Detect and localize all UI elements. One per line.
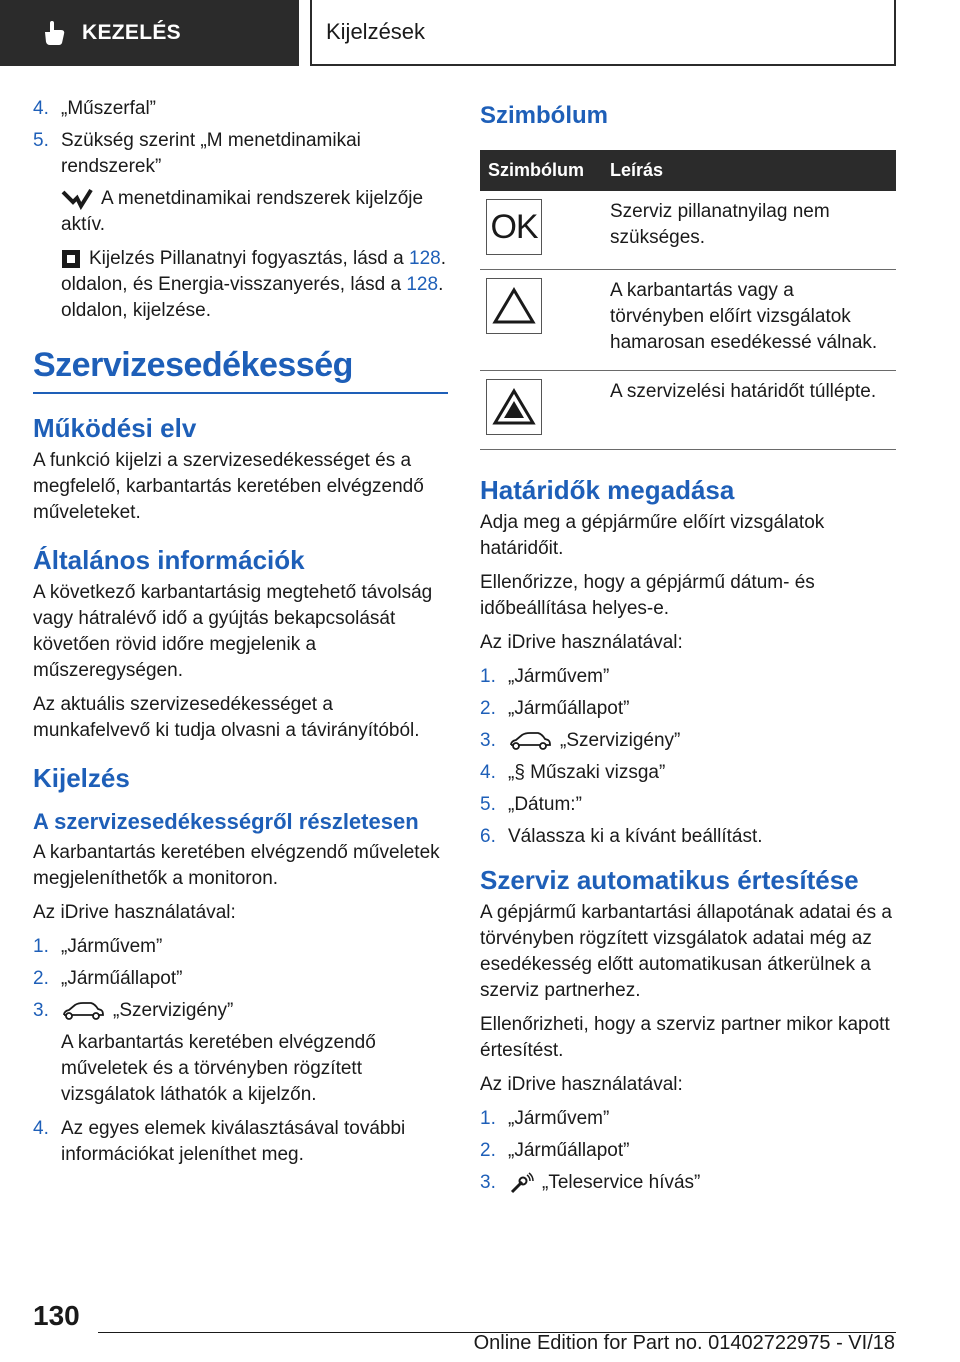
left-column [33, 96, 448, 1174]
page-header [0, 0, 960, 66]
heading-general: Általános információk [33, 545, 305, 575]
section-tab[interactable] [310, 0, 896, 66]
top-list [33, 96, 448, 180]
heading-auto-notify: Szerviz automatikus értesítése [480, 865, 859, 895]
table-row: OK Szerviz pillanatnyilag nem szükséges. [480, 191, 896, 270]
list-item: 1. „Járművem” [480, 666, 610, 687]
dyn-note: A menetdinamikai rendszerek kijelzője aktív. [61, 188, 424, 235]
page-footer [0, 1290, 960, 1362]
paragraph: Az iDrive használatával: [33, 902, 236, 923]
detail-list-cont [33, 1116, 448, 1168]
deadline-list [480, 664, 896, 850]
table-row: A szervizelési határidőt túllépte. [480, 371, 896, 450]
square-icon [61, 249, 81, 269]
paragraph: A következő karbantartásig megtehető távolság vagy hátralévő idő a gyújtás bekapcsolását követően rövid időre megjelenik a műszeregységen. [33, 582, 433, 681]
car-icon [508, 730, 552, 752]
wrench-call-icon [508, 1172, 534, 1194]
heading-detail: A szervizesedékességről részletesen [33, 809, 419, 834]
list-item: 4. Az egyes elemek kiválasztásával további információkat jeleníthet meg. [33, 1118, 406, 1165]
car-icon [61, 1000, 105, 1022]
paragraph: Ellenőrizheti, hogy a szerviz partner mikor kapott értesítést. [480, 1014, 890, 1061]
list-item: 2. „Járműállapot” [33, 968, 183, 989]
paragraph: Az iDrive használatával: [480, 1074, 683, 1095]
right-column [480, 96, 896, 1202]
list-item: 4. „Műszerfal” [33, 98, 157, 119]
consumption-note: Kijelzés Pillanatnyi fogyasztás, lásd a 128. oldalon, és Energia-visszanyerés, lásd a 128. oldalon, kijelzése. [61, 248, 446, 321]
detail-sub: A karbantartás keretében elvégzendő műveletek és a törvényben rögzített vizsgálatok láthatók a kijelzőn. [61, 1032, 376, 1105]
ok-icon: OK [486, 199, 542, 255]
paragraph: A karbantartás keretében elvégzendő műveletek megjeleníthetők a monitoron. [33, 842, 440, 889]
paragraph: Az aktuális szervizesedékességet a munkafelvevő ki tudja olvasni a távirányítóból. [33, 694, 420, 741]
driving-dynamics-icon [61, 188, 93, 210]
list-item: 3. „Szervizigény” [33, 1000, 234, 1021]
heading-symbol: Szimbólum [480, 102, 609, 129]
table-header: Szimbólum [480, 150, 602, 191]
heading-display: Kijelzés [33, 763, 130, 793]
edition-note: Online Edition for Part no. 01402722975 - VI/18 [473, 1332, 895, 1354]
page-link[interactable]: 128 [406, 274, 439, 295]
page-number: 130 [33, 1300, 80, 1331]
paragraph: A gépjármű karbantartási állapotának adatai és a törvényben rögzített vizsgálatok adatai még az esedékesség előtt automatikusan átkerülnek a szerviz partnerhez. [480, 902, 892, 1001]
hand-pointer-icon [40, 19, 68, 47]
list-item: 3. „Teleservice hívás” [480, 1172, 701, 1193]
table-header: Leírás [602, 150, 896, 191]
paragraph: Az iDrive használatával: [480, 632, 683, 653]
chapter-label: KEZELÉS [82, 21, 181, 44]
list-item: 2. „Járműállapot” [480, 698, 630, 719]
list-item: 5. „Dátum:” [480, 794, 582, 815]
list-item: 2. „Járműállapot” [480, 1140, 630, 1161]
section-label: Kijelzések [326, 19, 426, 44]
list-item: 3. „Szervizigény” [480, 730, 681, 751]
heading-deadlines: Határidők megadása [480, 475, 735, 505]
table-row: A karbantartás vagy a törvényben előírt vizsgálatok hamarosan esedékessé válnak. [480, 270, 896, 371]
paragraph: Adja meg a gépjárműre előírt vizsgálatok határidőit. [480, 512, 825, 559]
section-title: Szervizesedékesség [33, 344, 448, 394]
paragraph: Ellenőrizze, hogy a gépjármű dátum- és időbeállítása helyes-e. [480, 572, 815, 619]
detail-list [33, 934, 448, 1024]
list-item: 5. Szükség szerint „M menetdinamikai rendszerek” [33, 130, 361, 177]
warning-triangle-icon [486, 278, 542, 334]
chapter-tab[interactable] [0, 0, 299, 66]
auto-list [480, 1106, 896, 1196]
list-item: 1. „Járművem” [33, 936, 163, 957]
list-item: 4. „§ Műszaki vizsga” [480, 762, 666, 783]
warning-triangle-filled-icon [486, 379, 542, 435]
heading-principle: Működési elv [33, 413, 197, 443]
symbol-table [480, 150, 896, 450]
list-item: 6. Válassza ki a kívánt beállítást. [480, 826, 763, 847]
list-item: 1. „Járművem” [480, 1108, 610, 1129]
page-link[interactable]: 128 [409, 248, 441, 269]
paragraph: A funkció kijelzi a szervizesedékességet és a megfelelő, karbantartás keretében elvégzendő műveleteket. [33, 450, 424, 523]
